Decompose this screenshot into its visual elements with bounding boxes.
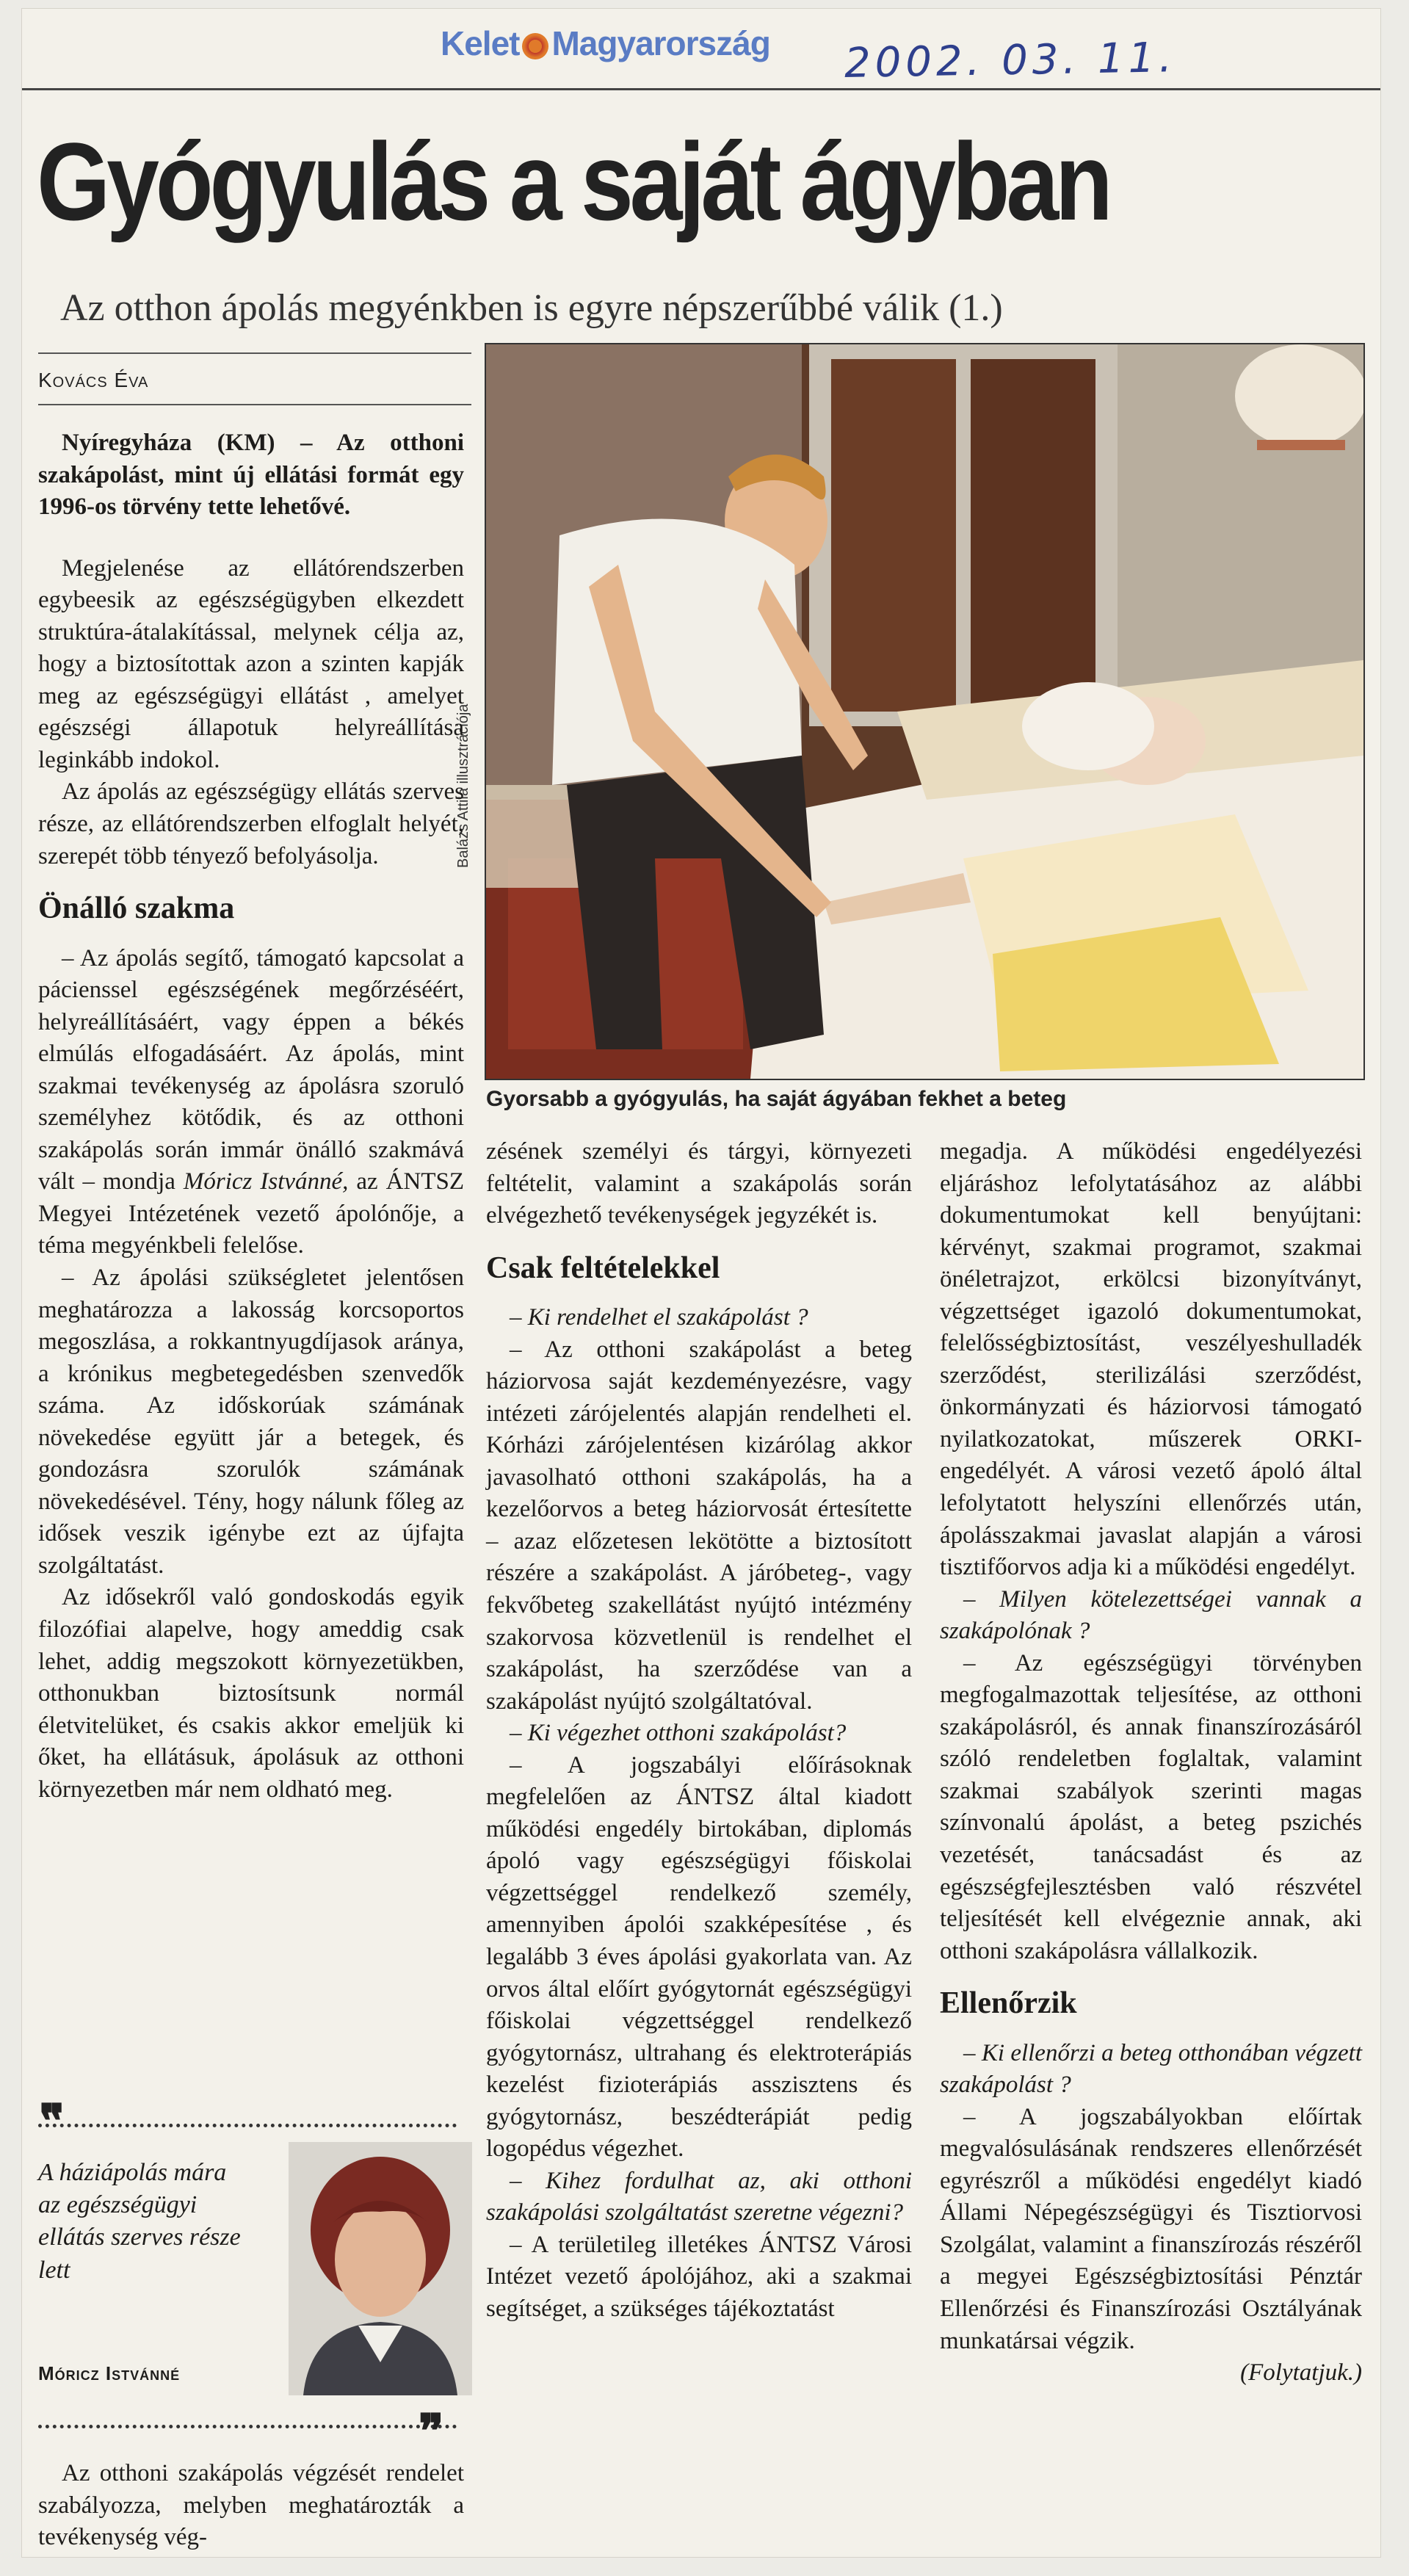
column-3 — [940, 1136, 1362, 2389]
portrait-illustration — [289, 2142, 472, 2395]
article-photo — [485, 343, 1365, 1080]
portrait-photo — [289, 2142, 472, 2395]
col1-paragraph-3a: – Az ápolás segítő, támogató kapcsolat a pácienssel egészségének megőrzéséért, helyreállításáért, vagy éppen a békés elmúlás elfogadásáért. Az ápolás, mint szakmai tevékenység az ápolásra szoruló személyhez kötődik, és az otthoni szakápolás során immár önálló szakmává vált – mondja — [38, 944, 464, 1195]
col1-paragraph-3 — [38, 943, 464, 1262]
pull-quote-rule-top — [38, 2124, 457, 2127]
subheadline: Az otthon ápolás megyénkben is egyre népszerűbbé válik (1.) — [60, 287, 1003, 329]
col2-paragraph-2: – Az otthoni szakápolást a beteg háziorvosa saját kezdeményezésre, vagy intézeti zárójelentés alapján rendelheti el. Kórházi zárójelentésen kizárólag akkor javasolható otthoni szakápolás, ha a kezelőorvos a beteg háziorvosát értesítette – azaz előzetesen lekötötte a biztosított részére a szakápolást. A járóbeteg-, vagy fekvőbeteg szakellátást nyújtó intézmény szakorvosa közvetlenül is rendelhet el szakápolást, ha szerződése van a szakápolást nyújtó szolgáltatóval. — [486, 1336, 912, 1715]
question-5: – Ki ellenőrzi a beteg otthonában végzett szakápolást ? — [940, 2039, 1362, 2099]
handwritten-date: 2002. 03. 11. — [844, 34, 1177, 87]
col1-paragraph-2: Az ápolás az egészségügy ellátás szerves része, az ellátórendszerben elfoglalt helyét, szerepét több tényező befolyásolja. — [38, 778, 464, 869]
to-be-continued: (Folytatjuk.) — [1240, 2359, 1362, 2387]
pull-quote: A háziápolás mára az egészségügyi ellátás szerves része lett — [38, 2159, 241, 2284]
byline-rule-top — [38, 352, 471, 354]
col3-paragraph-1: megadja. A működési engedélyezési eljáráshoz lefolytatásához az alábbi dokumentumokat kell benyújtani: kérvényt, szakmai programot, szakmai önéletrajzot, erkölcsi bizonyítványt, végzettséget igazoló dokumentumokat, felelősségbiztosítást, veszélyeshulladék szerződést, sterilizálási szerződést, önkormányzati és háziorvosi támogató nyilatkozatokat, műszerek ORKI-engedélyét. A városi vezető ápoló által lefolytatott helyszíni ellenőrzés után, ápolásszakmai javaslat alapján a városi tisztifőorvos adja ki a működési engedélyt. — [940, 1138, 1362, 1581]
col1-paragraph-4: – Az ápolási szükségletet jelentősen meghatározza a lakosság korcsoportos megoszlása, a rokkantnyugdíjasok aránya, a krónikus megbetegedésben szenvedők száma. Az időskorúak számának növekedése együtt jár a betegek, és gondozásra szorulók számának növekedésével. Tény, hogy nálunk főleg az idősek veszik igénybe ezt az újfajta szolgáltatást. — [38, 1265, 464, 1579]
masthead-right: Magyarország — [551, 24, 770, 62]
subheading-onallo-szakma: Önálló szakma — [38, 891, 235, 926]
col2-paragraph-1: zésének személyi és tárgyi, környezeti feltételit, valamint a szakápolás során elvégezhető tevékenységek jegyzékét is. — [486, 1138, 912, 1229]
col1-paragraph-1: Megjelenése az ellátórendszerben egybeesik az egészségügyben elkezdett struktúra-átalakítással, melynek célja az, hogy a biztosítottak azon a szinten kapják meg az egészségügyi ellátást , amelyet egészségi állapotuk helyreállítása leginkább indokol. — [38, 554, 464, 773]
col3-paragraph-2: – Az egészségügyi törvényben megfogalmazottak teljesítése, az otthoni szakápolásról, és annak finanszírozásáról szóló rendeletben foglaltak, valamint szakmai szabályok szerinti magas színvonalú ápolást, a beteg pszichés vezetését, tanácsadást és az egészségfejlesztésben való részvétel teljesítését kell elvégeznie annak, aki otthoni szakápolásra vállalkozik. — [940, 1649, 1362, 1964]
column-1 — [38, 427, 464, 1806]
newspaper-page — [22, 9, 1380, 2557]
col1-paragraph-3b: az ÁNTSZ Megyei Intézetének vezető ápolónője, a téma megyénkbeli felelőse. — [38, 1168, 465, 1259]
question-2: – Ki végezhet otthoni szakápolást? — [510, 1720, 847, 1747]
headline: Gyógyulás a saját ágyban — [37, 120, 1109, 243]
pull-quote-rule-bottom — [38, 2425, 457, 2428]
subheading-csak-feltetelekkel: Csak feltételekkel — [486, 1251, 720, 1285]
pull-quote-name: Móricz Istvánné — [38, 2362, 181, 2384]
question-1: – Ki rendelhet el szakápolást ? — [510, 1304, 808, 1331]
col1-paragraph-5: Az idősekről való gondoskodás egyik filozófiai alapelve, hogy ameddig csak lehet, addig megszokott környezetükben, otthonukban biztosítsunk normál életvitelüket, és csakis akkor emeljük ki őket, ha ellátásuk, ápolásuk az otthoni környezetben már nem oldható meg. — [38, 1584, 464, 1803]
byline-rule-bottom — [38, 404, 471, 405]
masthead-logo-icon — [522, 33, 548, 59]
col3-paragraph-3: – A jogszabályokban előírtak megvalósulásának rendszeres ellenőrzését egyrészről a működési engedélyt kiadó Állami Népegészségügyi és Tisztiorvosi Szolgálat, valamint a finanszírozás részéről a megyei Egészségbiztosítási Pénztár Ellenőrzési és Finanszírozási Osztályának munkatársai végzik. — [940, 2103, 1362, 2354]
open-quote-icon: ❞ — [38, 2094, 64, 2149]
question-3: – Kihez fordulhat az, aki otthoni szakápolási szolgáltatást szeretne végezni? — [486, 2167, 912, 2226]
close-quote-icon: ❞ — [419, 2404, 444, 2459]
byline: Kovács Éva — [38, 369, 149, 391]
column-2 — [486, 1136, 912, 2326]
col2-paragraph-3: – A jogszabályi előírásoknak megfelelően az ÁNTSZ által kiadott működési engedély birtokában, diplomás ápoló vagy egészségügyi főiskolai végzettséggel rendelkező személy, amennyiben ápolói szakképesítése , és legalább 3 éves ápolási gyakorlata van. Az orvos által előírt gyógytornát egészségügyi főiskolai végzettséggel rendelkező gyógytornász, ultrahang és elektroterápiás kezelést fizioterápiás asszisztens és gyógytornász, beszédterápiát pedig logopédus végezhet. — [486, 1751, 912, 2163]
question-4: – Milyen kötelezettségei vannak a szakápolónak ? — [940, 1585, 1362, 1645]
masthead-rule — [22, 88, 1380, 90]
photo-credit: Balázs Attila illusztrációja — [455, 703, 471, 868]
nurse-patient-illustration — [486, 344, 1363, 1079]
col1-paragraph-6: Az otthoni szakápolás végzését rendelet szabályozza, melyben meghatározták a tevékenység vég- — [38, 2460, 464, 2551]
column-1-bottom — [38, 2458, 464, 2554]
col2-paragraph-4: – A területileg illetékes ÁNTSZ Városi Intézet vezető ápolójához, aki a szakmai segítséget, a szükséges tájékoztatást — [486, 2231, 912, 2323]
lead-paragraph: Nyíregyháza (KM) – Az otthoni szakápolást, mint új ellátási formát egy 1996-os törvény tette lehetővé. — [38, 430, 464, 521]
quoted-name: Móricz Istvánné, — [183, 1168, 349, 1195]
subheading-ellenorzik: Ellenőrzik — [940, 1986, 1077, 2021]
photo-caption: Gyorsabb a gyógyulás, ha saját ágyában fekhet a beteg — [486, 1087, 1067, 1111]
masthead-left: Kelet — [441, 24, 520, 62]
masthead — [441, 23, 770, 63]
